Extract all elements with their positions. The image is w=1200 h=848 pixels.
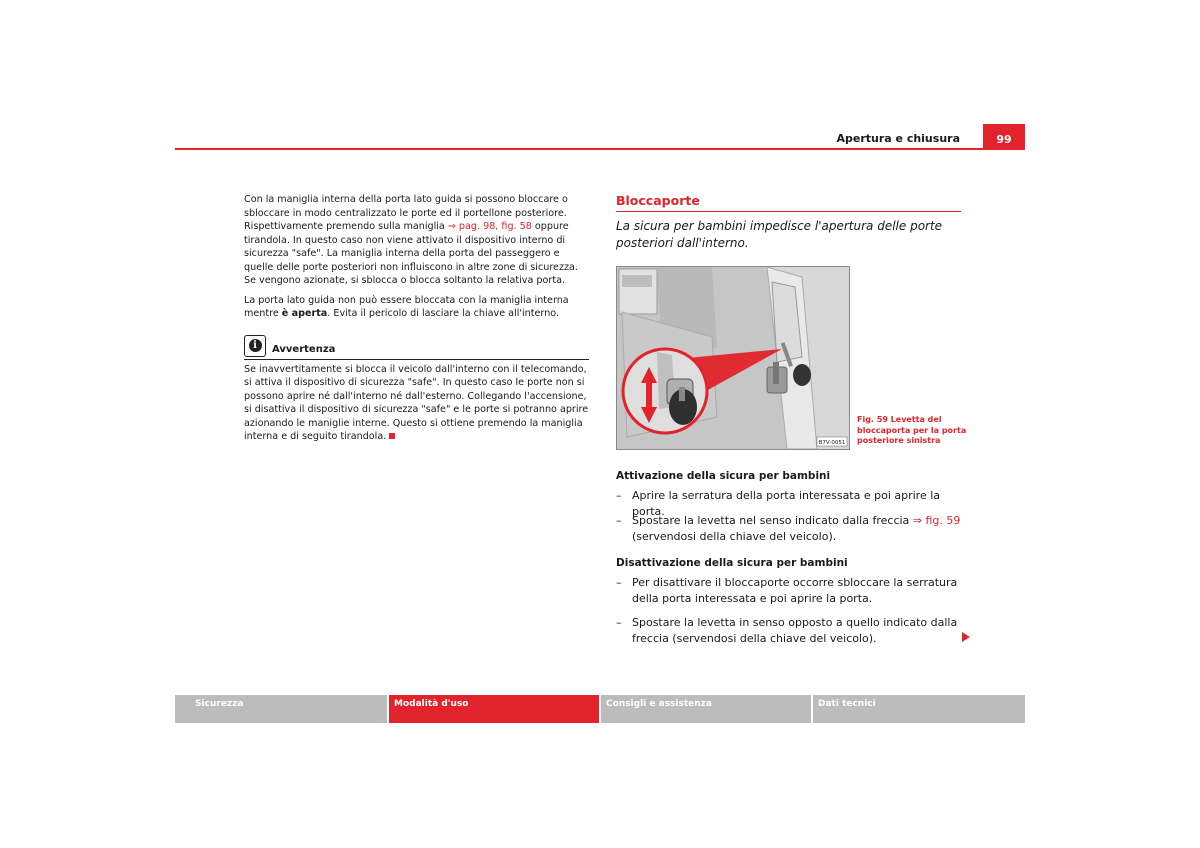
right-column [616,193,961,252]
figure-caption: Fig. 59 Levetta del bloccaporta per la porta posteriore sinistra [857,415,967,445]
left-column [244,193,589,450]
figure-illustration [617,267,849,449]
paragraph-1 [244,193,589,288]
figure-door-lock [616,266,850,450]
paragraph-2 [244,294,589,321]
footer-tab-dati-tecnici[interactable]: Dati tecnici [813,695,1025,723]
step-dash: – [616,489,622,502]
warning-header [244,335,589,357]
paragraph-1-text-b: oppure tirandola. In questo caso non viene attivato il dispositivo interno di sicurezza "safe". La maniglia interna della porta del passeggero e quelle delle porte posteriori non influiscono in altre zone di sicurezza. Se vengono azionate, si sblocca o blocca soltanto la relativa porta. [244,221,578,286]
step-dash: – [616,576,622,589]
info-icon: i [244,335,266,357]
paragraph-2-bold: è aperta [281,308,328,319]
section-title: Bloccaporte [616,193,700,208]
activate-step-2-text-b: (servendosi della chiave del veicolo). [632,529,837,543]
activate-heading: Attivazione della sicura per bambini [616,470,831,482]
cross-reference-link[interactable]: ⇒ pag. 98, fig. 58 [447,221,532,232]
footer-tab-sicurezza[interactable]: Sicurezza [175,695,387,723]
step-dash: – [616,616,622,629]
activate-step-2-text [632,513,961,544]
warning-body: Se inavvertitamente si blocca il veicolo dall'interno con il telecomando, si attiva il dispositivo di sicurezza "safe". In questo caso le porte non si possono aprire né dall'interno né dall'esterno. Collegando l'accensione, si disattiva il dispositivo di sicurezza "safe" e le porte si potranno aprire azionando le maniglie interne. Questo si ottiene premendo la maniglia interna e di seguito tirandola. [244,363,589,442]
deactivate-step-2 [616,615,961,646]
deactivate-step-1-text: Per disattivare il bloccaporte occorre sbloccare la serratura della porta interessata e poi aprire la porta. [632,576,958,605]
step-dash: – [616,514,622,527]
paragraph-2-text-b: . Evita il pericolo di lasciare la chiave all'interno. [327,308,560,319]
activate-step-2-text-a: Spostare la levetta nel senso indicato dalla freccia [632,514,913,527]
activate-step-2 [616,513,961,544]
page-number: 99 [983,124,1025,149]
section-intro: La sicura per bambini impedisce l'apertura delle porte posteriori dall'interno. [616,219,943,250]
paragraph-2-text-a: La porta lato guida non può essere bloccata con la maniglia interna mentre [244,294,569,319]
paragraph-1-text-a: Con la maniglia interna della porta lato guida si possono bloccare o sbloccare in modo centralizzato le porte ed il portellone posteriore. Rispettivamente premendo sulla maniglia [244,194,568,232]
figure-code: B7V-0051 [818,440,846,446]
deactivate-step-1 [616,575,961,606]
header-rule [175,148,1025,150]
figure-link[interactable]: ⇒ fig. 59 [912,514,961,527]
warning-rule [244,359,589,360]
footer-tab-consigli[interactable]: Consigli e assistenza [601,695,811,723]
footer-tab-modalita-duso[interactable]: Modalità d'uso [389,695,599,723]
next-page-arrow-icon[interactable] [962,632,970,642]
section-rule [616,211,961,212]
end-mark-icon [389,433,395,439]
activate-step-1-text: Aprire la serratura della porta interessata e poi aprire la porta. [632,489,941,518]
deactivate-heading: Disattivazione della sicura per bambini [616,557,848,569]
warning-text [244,363,589,444]
warning-title: Avvertenza [272,344,336,355]
deactivate-step-2-text: Spostare la levetta in senso opposto a quello indicato dalla freccia (servendosi della chiave del veicolo). [632,616,958,645]
running-header-title: Apertura e chiusura [836,132,960,145]
